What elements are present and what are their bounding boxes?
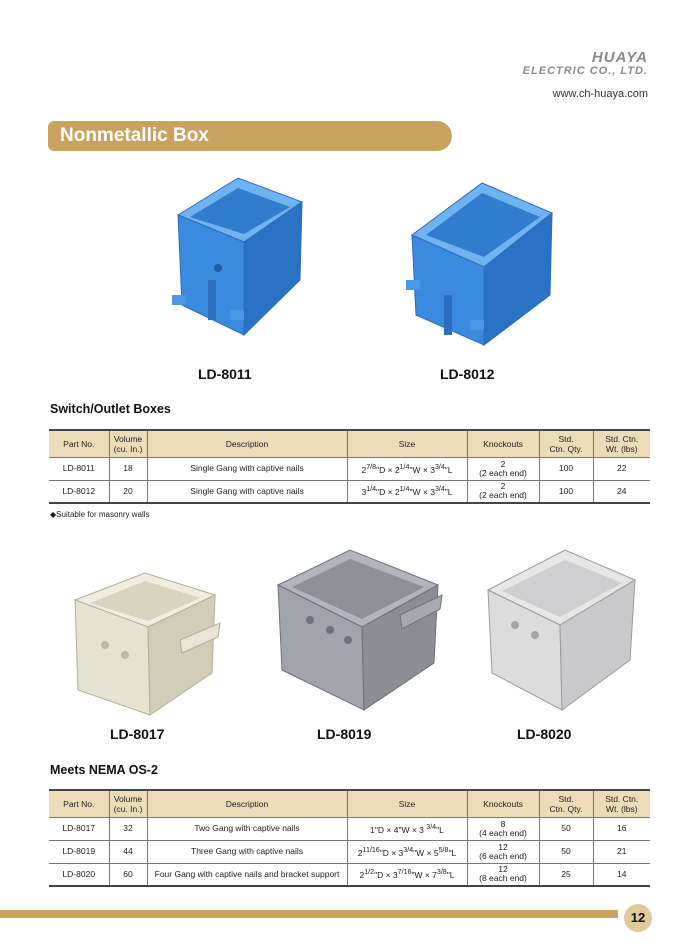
cell-volume: 20	[109, 480, 147, 503]
cell-description: Four Gang with captive nails and bracket support	[147, 863, 347, 886]
cell-description: Single Gang with captive nails	[147, 457, 347, 480]
spec-table	[49, 429, 650, 504]
cell-description: Two Gang with captive nails	[147, 817, 347, 840]
product-caption: LD-8012	[440, 366, 495, 382]
column-header: Std. Ctn. Wt. (lbs)	[593, 790, 650, 817]
product-image-ld-8011	[168, 170, 308, 345]
cell-qty: 100	[539, 480, 593, 503]
product-caption: LD-8017	[110, 726, 165, 742]
cell-part: LD-8020	[49, 863, 109, 886]
product-image-ld-8017	[70, 565, 225, 720]
cell-part: LD-8017	[49, 817, 109, 840]
cell-volume: 18	[109, 457, 147, 480]
cell-weight: 24	[593, 480, 650, 503]
cell-knockouts: 12 (8 each end)	[467, 863, 539, 886]
cell-part: LD-8019	[49, 840, 109, 863]
cell-volume: 44	[109, 840, 147, 863]
table-note: ◆Suitable for masonry walls	[50, 510, 150, 519]
product-image-ld-8020	[480, 545, 640, 715]
section-title: Meets NEMA OS-2	[50, 763, 158, 777]
column-header: Size	[347, 790, 467, 817]
column-header: Part No.	[49, 790, 109, 817]
column-header: Std. Ctn. Qty.	[539, 790, 593, 817]
table-row	[49, 817, 650, 840]
cell-volume: 60	[109, 863, 147, 886]
column-header: Knockouts	[467, 790, 539, 817]
cell-knockouts: 12 (6 each end)	[467, 840, 539, 863]
column-header: Knockouts	[467, 430, 539, 457]
column-header: Description	[147, 790, 347, 817]
cell-weight: 21	[593, 840, 650, 863]
cell-knockouts: 2 (2 each end)	[467, 457, 539, 480]
website-link[interactable]: www.ch-huaya.com	[552, 88, 648, 100]
product-caption: LD-8019	[317, 726, 372, 742]
cell-size: $2^{11/16}"D$ × $3^{3/4}"W$ × $5^{5/8}"L$	[347, 840, 467, 863]
product-image-ld-8019	[270, 545, 445, 715]
product-caption: LD-8011	[198, 366, 252, 382]
cell-qty: 100	[539, 457, 593, 480]
column-header: Std. Ctn. Qty.	[539, 430, 593, 457]
column-header: Volume (cu. In.)	[109, 790, 147, 817]
cell-weight: 14	[593, 863, 650, 886]
footer-bar	[0, 910, 618, 918]
cell-weight: 16	[593, 817, 650, 840]
spec-table	[49, 789, 650, 887]
column-header: Std. Ctn. Wt. (lbs)	[593, 430, 650, 457]
company-header	[523, 50, 648, 100]
column-header: Volume (cu. In.)	[109, 430, 147, 457]
cell-description: Single Gang with captive nails	[147, 480, 347, 503]
company-subtitle: ELECTRIC CO., LTD.	[522, 65, 648, 77]
table-row	[49, 457, 650, 480]
cell-weight: 22	[593, 457, 650, 480]
cell-size: $2^{7/8}"D$ × $2^{1/4}"W$ × $3^{3/4}"L$	[347, 457, 467, 480]
section-title: Switch/Outlet Boxes	[50, 402, 171, 416]
table-row	[49, 840, 650, 863]
product-caption: LD-8020	[517, 726, 572, 742]
cell-qty: 50	[539, 817, 593, 840]
cell-size: 1"D × 4"W × 3 $^{3/4}$"L	[347, 817, 467, 840]
cell-volume: 32	[109, 817, 147, 840]
column-header: Part No.	[49, 430, 109, 457]
cell-knockouts: 8 (4 each end)	[467, 817, 539, 840]
table-row	[49, 863, 650, 886]
table-row	[49, 480, 650, 503]
cell-knockouts: 2 (2 each end)	[467, 480, 539, 503]
product-image-ld-8012	[400, 175, 560, 350]
column-header: Description	[147, 430, 347, 457]
cell-size: $2^{1/2}"D$ × $3^{7/16}"W$ × $7^{3/8}"L$	[347, 863, 467, 886]
column-header: Size	[347, 430, 467, 457]
cell-part: LD-8012	[49, 480, 109, 503]
page-title: Nonmetallic Box	[60, 125, 209, 146]
cell-qty: 25	[539, 863, 593, 886]
cell-size: $3^{1/4}"D$ × $2^{1/4}"W$ × $3^{3/4}"L$	[347, 480, 467, 503]
title-banner	[48, 121, 452, 151]
cell-part: LD-8011	[49, 457, 109, 480]
company-name: HUAYA	[591, 49, 648, 66]
cell-qty: 50	[539, 840, 593, 863]
page-number: 12	[624, 904, 652, 932]
cell-description: Three Gang with captive nails	[147, 840, 347, 863]
